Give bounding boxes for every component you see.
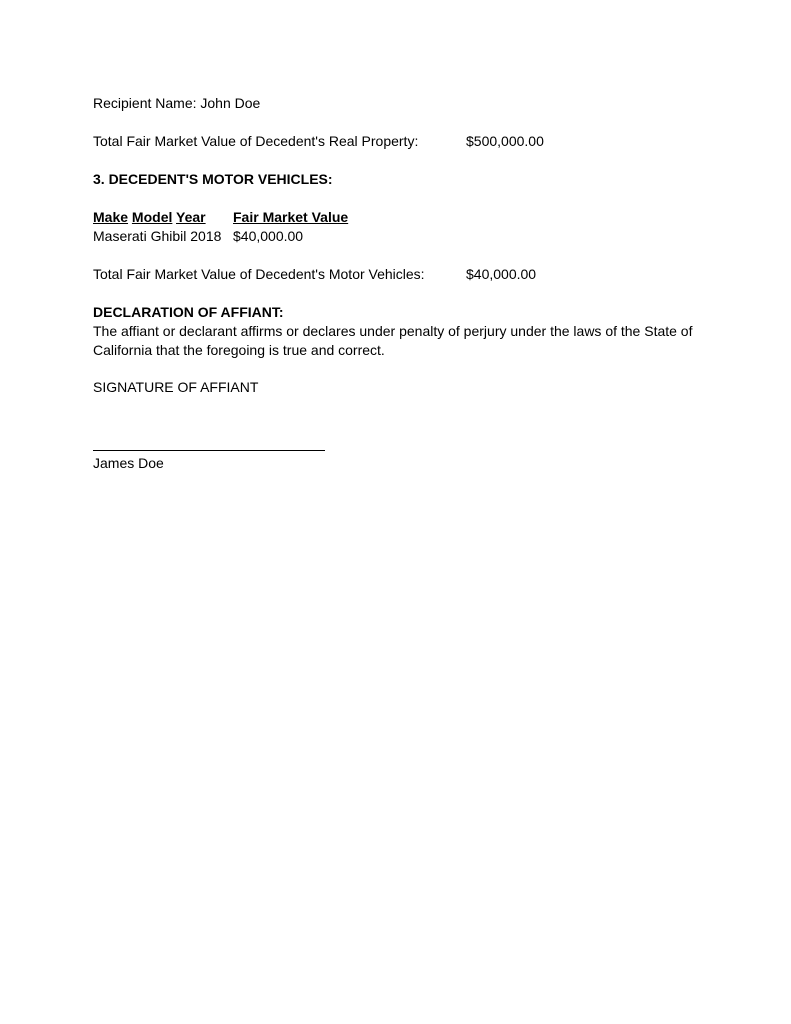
- column-fmv-wrap: [233, 208, 348, 227]
- motor-vehicles-heading: 3. DECEDENT'S MOTOR VEHICLES:: [93, 171, 333, 187]
- real-property-total-label: Total Fair Market Value of Decedent's Real Property:: [93, 133, 419, 149]
- declaration-text: The affiant or declarant affirms or declares under penalty of perjury under the laws of the State of California that the foregoing is true and correct.: [93, 323, 693, 358]
- column-model: Model: [131, 209, 173, 225]
- motor-vehicles-total-label: Total Fair Market Value of Decedent's Motor Vehicles:: [93, 266, 425, 282]
- recipient-name: Recipient Name: John Doe: [93, 95, 261, 111]
- vehicle-row-description: Maserati Ghibil 2018: [93, 228, 222, 244]
- declaration-heading: DECLARATION OF AFFIANT:: [93, 304, 284, 320]
- signer-name: James Doe: [93, 455, 164, 471]
- signature-label: SIGNATURE OF AFFIANT: [93, 379, 259, 395]
- column-fmv: Fair Market Value: [233, 209, 349, 225]
- vehicle-row-value: $40,000.00: [233, 228, 304, 244]
- column-year: Year: [176, 209, 206, 225]
- real-property-total-value: $500,000.00: [466, 133, 544, 149]
- motor-vehicles-total-value: $40,000.00: [466, 266, 537, 282]
- signature-line: [93, 450, 325, 451]
- column-make: Make: [93, 209, 129, 225]
- vehicle-table-header: [93, 208, 206, 227]
